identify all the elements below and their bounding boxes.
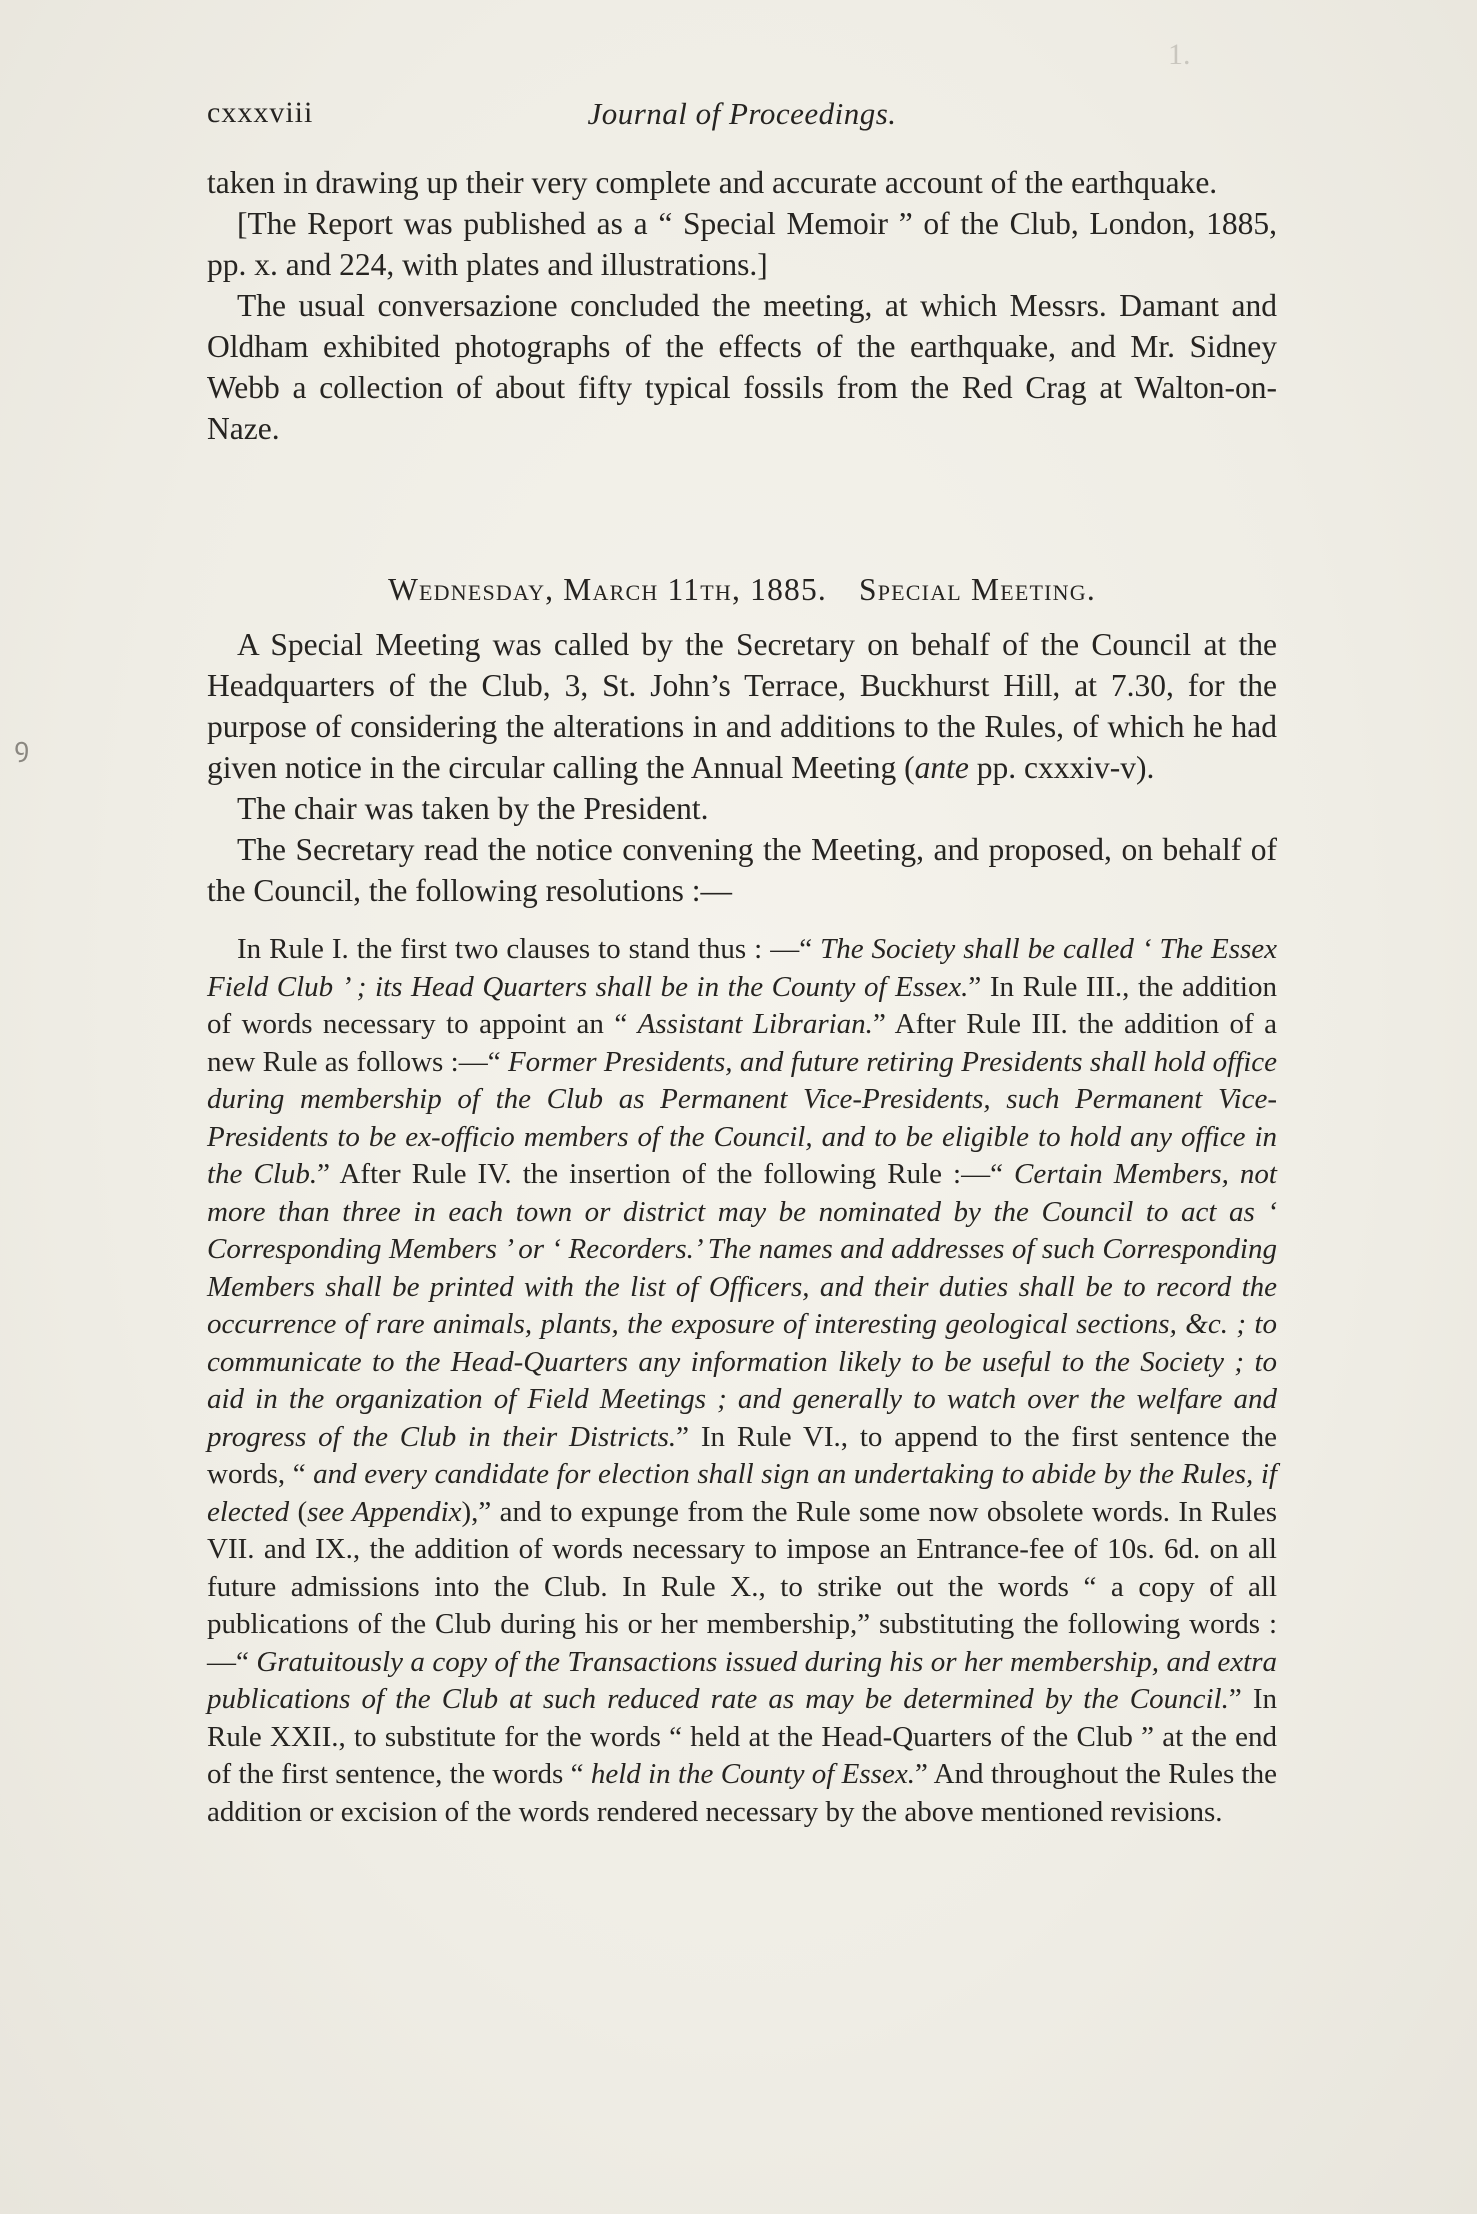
res-italic: Assistant Librarian. <box>637 1008 873 1040</box>
res-italic: The Society shall be called ‘ The Essex Field Club ’ ; its Head Quarters shall be in the County of Essex. <box>207 933 1278 1003</box>
res-text: ” In Rule XXII., to substitute for the words “ held at the Head-Quarters of the Club ” at the end of the first sentence, the words “ <box>207 1683 1277 1790</box>
paragraph-report-note: [The Report was published as a “ Special Memoir ” of the Club, London, 1885, pp. x. and 224, with plates and illustrations.] <box>207 206 1277 282</box>
paragraph-special-meeting <box>207 624 1277 788</box>
paragraph-chair: The chair was taken by the President. <box>237 791 709 826</box>
res-italic: and every candidate for election shall sign an undertaking to abide by the Rules, if elected <box>207 1458 1277 1528</box>
res-italic: see Appendix <box>307 1495 462 1528</box>
heading-title: Special Meeting. <box>859 572 1096 607</box>
res-text: ” After Rule IV. the insertion of the following Rule :—“ <box>317 1158 1015 1190</box>
res-text: ( <box>289 1495 308 1528</box>
body-text <box>207 162 1277 1831</box>
res-text: ” In Rule III., the addition of words necessary to appoint an “ <box>207 970 1277 1040</box>
page-header <box>207 96 1277 140</box>
para4-ante: ante <box>914 750 969 785</box>
margin-mark-top: 1. <box>1168 38 1191 71</box>
para4-text-1: A Special Meeting was called by the Secretary on behalf of the Council at the Headquarters of the Club, 3, St. John’s Terrace, Buckhurst Hill, at 7.30, for the purpose of considering the alterations in and additions to the Rules, of which he had given notice in the circular calling the Annual Meeting ( <box>207 627 1277 785</box>
running-head: Journal of Proceedings. <box>587 96 897 131</box>
para4-text-3: pp. cxxxiv-v). <box>968 750 1155 785</box>
resolutions-block <box>207 931 1277 1831</box>
res-text: ” After Rule III. the addition of a new Rule as follows :—“ <box>207 1008 1278 1078</box>
paragraph-1: taken in drawing up their very complete and accurate account of the earthquake. <box>207 165 1218 200</box>
res-italic: Gratuitously a copy of the Transactions issued during his or her membership, and extra publications of the Club at such reduced rate as may be determined by the Council. <box>207 1645 1278 1715</box>
res-text: ” In Rule VI., to append to the first sentence the words, “ <box>207 1420 1277 1490</box>
res-text: ),” and to expunge from the Rule some now obsolete words. In Rules VII. and IX., the addition of words necessary to impose an Entrance-fee of 10s. 6d. on all future admissions into the Club. In Rule X., to strike out the words “ a copy of all publications of the Club during his or her membership,” substituting the following words :—“ <box>207 1495 1277 1678</box>
margin-mark-left: ꝯ <box>14 733 30 762</box>
res-italic: Certain Members, not more than three in each town or district may be nominated by the Council to act as ‘ Corresponding Members ’ or ‘ Recorders.’ The names and addresses of such Corresponding Members shall be printed with the list of Officers, and their duties shall be to record the occurrence of rare animals, plants, the exposure of interesting geological sections, &c. ; to communicate to the Head-Quarters any information likely to be useful to the Society ; to aid in the organization of Field Meetings ; and generally to watch over the welfare and progress of the Club in their Districts. <box>207 1158 1277 1453</box>
res-italic: held in the County of Essex. <box>590 1758 915 1790</box>
paragraph-secretary: The Secretary read the notice convening the Meeting, and proposed, on behalf of the Council, the following resolutions :— <box>207 832 1277 908</box>
paragraph-conversazione: The usual conversazione concluded the meeting, at which Messrs. Damant and Oldham exhibited photographs of the effects of the earthquake, and Mr. Sidney Webb a collection of about fifty typical fossils from the Red Crag at Walton-on-Naze. <box>207 288 1277 446</box>
res-text: In Rule I. the first two clauses to stand thus : —“ <box>237 933 821 965</box>
res-italic: Former Presidents, and future retiring Presidents shall hold office during membership of the Club as Permanent Vice-Presidents, such Permanent Vice-Presidents to be ex-officio members of the Council, and to be eligible to hold any office in the Club. <box>207 1045 1277 1190</box>
res-text: ” And throughout the Rules the addition or excision of the words rendered necessary by the above mentioned revisions. <box>207 1758 1277 1828</box>
heading-date: Wednesday, March 11th, 1885. <box>388 572 827 607</box>
page-number: cxxxviii <box>207 96 314 129</box>
section-heading <box>207 569 1277 610</box>
